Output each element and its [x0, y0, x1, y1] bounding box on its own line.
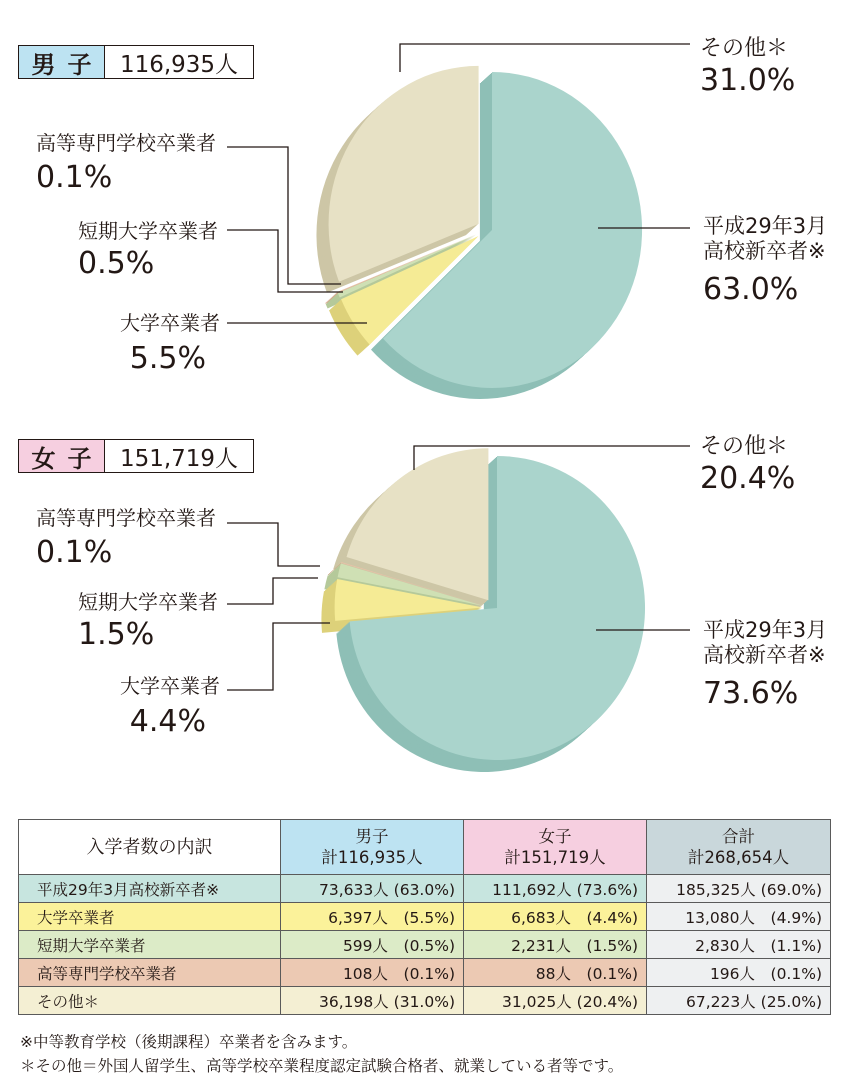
label-other-pct: 20.4% — [700, 461, 796, 496]
header-total-line2: 計268,654人 — [687, 848, 790, 867]
cell-female: 31,025人 (20.4%) — [464, 987, 647, 1015]
label-hs-line1: 平成29年3月 — [703, 214, 828, 238]
table-row — [19, 903, 831, 931]
leader-line-junior — [227, 578, 318, 604]
cell-total: 196人 (0.1%) — [647, 959, 831, 987]
label-hs-pct: 63.0% — [703, 272, 799, 307]
row-label: 平成29年3月高校新卒者※ — [19, 875, 281, 903]
label-hs-line1: 平成29年3月 — [703, 618, 828, 642]
breakdown-table — [18, 819, 831, 1015]
footnotes — [20, 1030, 623, 1078]
leader-line-univ — [227, 623, 330, 690]
cell-male: 108人 (0.1%) — [281, 959, 464, 987]
header-total — [647, 820, 831, 875]
table-row — [19, 987, 831, 1015]
label-other: その他＊ — [700, 434, 789, 459]
cell-female: 88人 (0.1%) — [464, 959, 647, 987]
header-total-line1: 合計 — [722, 827, 755, 846]
label-univ: 大学卒業者 — [120, 311, 220, 335]
table-row — [19, 959, 831, 987]
cell-male: 73,633人 (63.0%) — [281, 875, 464, 903]
cell-male: 6,397人 (5.5%) — [281, 903, 464, 931]
header-female — [464, 820, 647, 875]
row-label: 短期大学卒業者 — [19, 931, 281, 959]
cell-male: 36,198人 (31.0%) — [281, 987, 464, 1015]
table-corner: 入学者数の内訳 — [19, 820, 281, 875]
cell-total: 2,830人 (1.1%) — [647, 931, 831, 959]
label-tech-pct: 0.1% — [36, 535, 113, 570]
header-female-line1: 女子 — [538, 827, 572, 846]
label-junior: 短期大学卒業者 — [78, 219, 218, 243]
header-male-line2: 計116,935人 — [321, 848, 423, 867]
row-label: その他＊ — [19, 987, 281, 1015]
cell-male: 599人 (0.5%) — [281, 931, 464, 959]
footnote-1: ※中等教育学校（後期課程）卒業者を含みます。 — [20, 1033, 358, 1051]
label-junior-pct: 1.5% — [78, 617, 155, 652]
label-tech: 高等専門学校卒業者 — [36, 131, 216, 155]
female-tag-label: 女子 — [19, 440, 105, 472]
header-male-line1: 男子 — [355, 827, 389, 846]
label-hs-line2: 高校新卒者※ — [703, 239, 826, 263]
header-female-line2: 計151,719人 — [504, 848, 606, 867]
table-header-row — [19, 820, 831, 875]
male-tag-label: 男子 — [19, 46, 105, 78]
label-tech: 高等専門学校卒業者 — [36, 506, 216, 530]
label-univ-pct: 5.5% — [129, 341, 206, 376]
cell-female: 111,692人 (73.6%) — [464, 875, 647, 903]
label-junior-pct: 0.5% — [78, 246, 155, 281]
table-row — [19, 875, 831, 903]
row-label: 高等専門学校卒業者 — [19, 959, 281, 987]
label-univ-pct: 4.4% — [129, 704, 206, 739]
female-total: 151,719人 — [105, 440, 253, 472]
cell-female: 2,231人 (1.5%) — [464, 931, 647, 959]
cell-total: 67,223人 (25.0%) — [647, 987, 831, 1015]
footnote-2: ＊その他＝外国人留学生、高等学校卒業程度認定試験合格者、就業している者等です。 — [20, 1057, 624, 1075]
cell-female: 6,683人 (4.4%) — [464, 903, 647, 931]
label-other-pct: 31.0% — [700, 63, 796, 98]
label-hs-line2: 高校新卒者※ — [703, 643, 826, 667]
header-male — [281, 820, 464, 875]
leader-line-tech — [227, 523, 320, 566]
cell-total: 13,080人 (4.9%) — [647, 903, 831, 931]
pie-chart-female — [36, 434, 827, 772]
label-junior: 短期大学卒業者 — [78, 590, 218, 614]
leader-line-other — [400, 44, 690, 72]
table-row — [19, 931, 831, 959]
label-hs-pct: 73.6% — [703, 676, 799, 711]
male-total: 116,935人 — [105, 46, 253, 78]
label-tech-pct: 0.1% — [36, 160, 113, 195]
label-univ: 大学卒業者 — [120, 674, 220, 698]
pie-chart-male — [36, 36, 827, 399]
row-label: 大学卒業者 — [19, 903, 281, 931]
label-other: その他＊ — [700, 36, 789, 61]
cell-total: 185,325人 (69.0%) — [647, 875, 831, 903]
